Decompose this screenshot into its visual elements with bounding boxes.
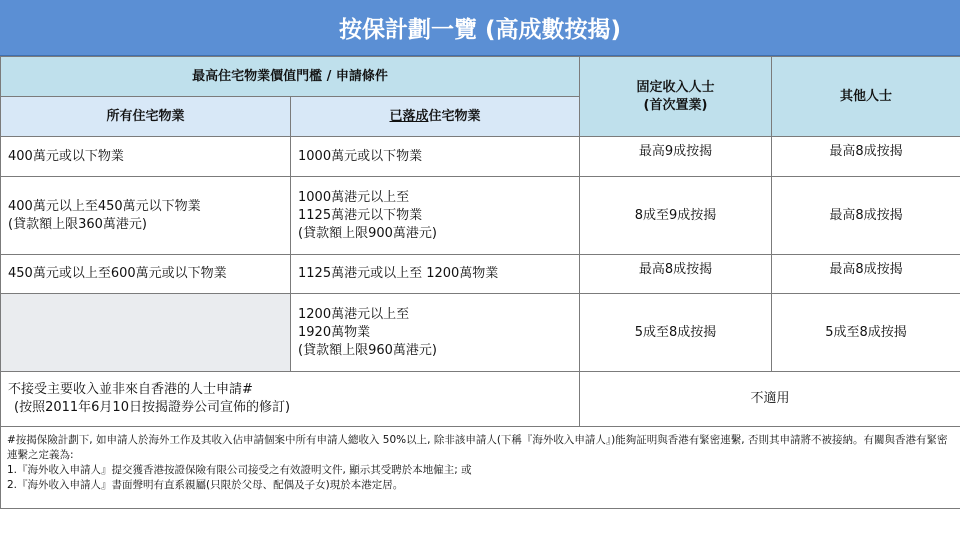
table-row <box>1 137 960 177</box>
completed-property-header <box>291 97 580 137</box>
completed-prefix: 已落成 <box>389 108 429 124</box>
cell-line: 1200萬港元以上至 <box>298 306 410 322</box>
all-property-cell <box>1 137 291 177</box>
fixed-income-header <box>580 57 772 137</box>
cell-line: 不接受主要收入並非來自香港的人士申請# <box>8 382 253 397</box>
mortgage-table <box>0 56 960 509</box>
cell-line: 400萬元以上至450萬元以下物業 <box>8 198 201 214</box>
others-header: 其他人士 <box>772 57 960 137</box>
table-row <box>1 177 960 255</box>
table-row <box>1 294 960 372</box>
completed-property-cell <box>291 137 580 177</box>
completed-suffix: 住宅物業 <box>428 108 481 124</box>
page-title: 按保計劃一覽 (高成數按揭) <box>0 0 960 56</box>
cell-line: 400萬元或以下物業 <box>8 148 124 164</box>
fixed-income-cell: 8成至9成按揭 <box>580 177 772 255</box>
all-property-cell-empty <box>1 294 291 372</box>
cell-line: 1920萬物業 <box>298 324 371 340</box>
cell-line: (貸款額上限960萬港元) <box>298 342 437 358</box>
completed-property-cell <box>291 294 580 372</box>
note-line: 1.『海外收入申請人』提交獲香港按證保險有限公司接受之有效證明文件, 顯示其受聘於本地僱主; 或 <box>7 464 472 476</box>
fixed-income-label: 固定收入人士 <box>636 79 715 95</box>
all-property-header: 所有住宅物業 <box>1 97 291 137</box>
cell-line: 450萬元或以上至600萬元或以下物業 <box>8 266 227 281</box>
completed-property-cell <box>291 255 580 294</box>
all-property-cell <box>1 255 291 294</box>
cell-line: (貸款額上限360萬港元) <box>8 216 147 232</box>
fixed-income-cell: 最高8成按揭 <box>580 255 772 294</box>
others-cell: 最高8成按揭 <box>772 255 960 294</box>
threshold-header: 最高住宅物業價值門檻 / 申請條件 <box>1 57 580 97</box>
fixed-income-cell: 5成至8成按揭 <box>580 294 772 372</box>
foreign-income-cell <box>1 372 580 427</box>
fixed-income-cell: 最高9成按揭 <box>580 137 772 177</box>
others-cell: 最高8成按揭 <box>772 177 960 255</box>
others-cell: 最高8成按揭 <box>772 137 960 177</box>
notes-cell <box>1 427 960 509</box>
cell-line: 1000萬港元以上至 <box>298 189 410 205</box>
note-line: #按揭保險計劃下, 如申請人於海外工作及其收入佔申請個案中所有申請人總收入 50%以上, 除非該申請人(下稱『海外收入申請人』)能夠証明與香港有緊密連繫, 否則其申請將不被接納。有關與香港有緊密連繫之定義為: <box>7 434 948 461</box>
table-row <box>1 372 960 427</box>
completed-property-cell <box>291 177 580 255</box>
others-cell: 5成至8成按揭 <box>772 294 960 372</box>
all-property-cell <box>1 177 291 255</box>
fixed-income-sublabel: (首次置業) <box>643 97 708 113</box>
cell-line: 1125萬港元以下物業 <box>298 207 423 223</box>
note-line: 2.『海外收入申請人』書面聲明有直系親屬(只限於父母、配偶及子女)現於本港定居。 <box>7 479 404 491</box>
cell-line: (貸款額上限900萬港元) <box>298 225 437 241</box>
cell-line: 1125萬港元或以上至 1200萬物業 <box>298 266 499 281</box>
cell-line: (按照2011年6月10日按揭證券公司宣佈的修訂) <box>14 400 291 415</box>
cell-line: 1000萬元或以下物業 <box>298 148 423 164</box>
not-applicable-cell: 不適用 <box>580 372 960 427</box>
notes-row <box>1 427 960 509</box>
table-row <box>1 255 960 294</box>
